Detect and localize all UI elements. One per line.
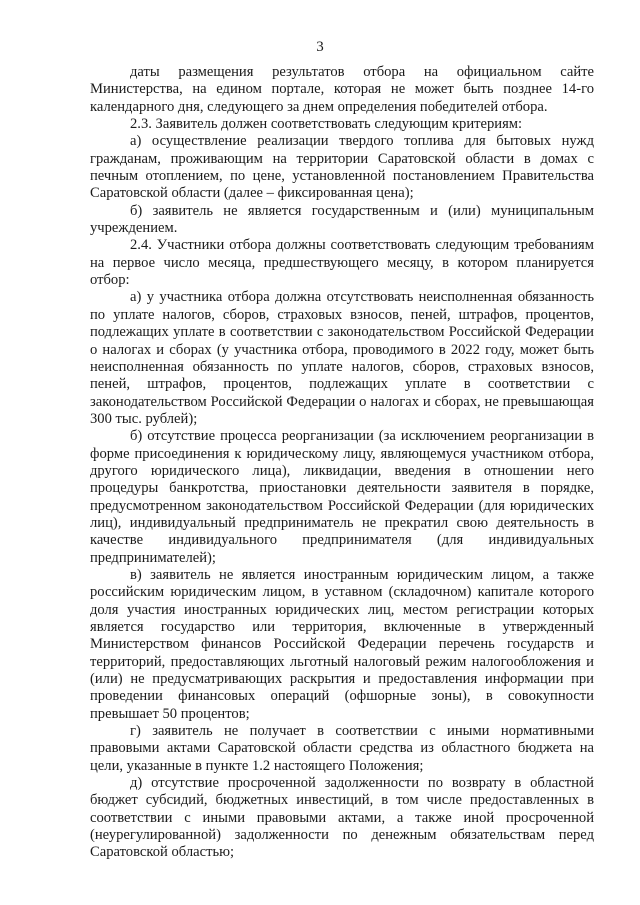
paragraph-2-4-d: д) отсутствие просроченной задолженности по возврату в областной бюджет субсидий, бюджетных инвестиций, в том числе предоставленных в соответствии с иными правовыми актами, а также иной просроченной (неурегулированной) задолженности по денежным обязательствам перед Саратовской областью; (90, 775, 594, 861)
paragraph-2-4-b: б) отсутствие процесса реорганизации (за исключением реорганизации в форме присоединения к юридическому лицу, являющемуся участником отбора, другого юридического лица), ликвидации, введения в отношении него процедуры банкротства, приостановки деятельности заявителя в порядке, предусмотренном законодательством Российской Федерации (для юридических лиц), индивидуальный предприниматель не прекратил свою деятельность в качестве индивидуального предпринимателя (для индивидуальных предпринимателей); (90, 428, 594, 566)
paragraph-2-4: 2.4. Участники отбора должны соответствовать следующим требованиям на первое число месяца, предшествующего месяцу, в котором планируется отбор: (90, 237, 594, 289)
paragraph-2-3-a: а) осуществление реализации твердого топлива для бытовых нужд гражданам, проживающим на территории Саратовской области в домах с печным отоплением, по цене, установленной постановлением Правительства Саратовской области (далее – фиксированная цена); (90, 133, 594, 202)
paragraph-continuation: даты размещения результатов отбора на официальном сайте Министерства, на едином портале, которая не может быть позднее 14-го календарного дня, следующего за днем определения победителей отбора. (90, 64, 594, 115)
paragraph-2-3: 2.3. Заявитель должен соответствовать следующим критериям: (130, 116, 523, 133)
paragraph-2-4-a: а) у участника отбора должна отсутствовать неисполненная обязанность по уплате налогов, сборов, страховых взносов, пеней, штрафов, процентов, подлежащих уплате в соответствии с законодательством Российской Федерации о налогах и сборах (у участника отбора, проводимого в 2022 году, может быть неисполненная обязанность по уплате налогов, сборов, страховых взносов, пеней, штрафов, процентов, подлежащих уплате в соответствии с законодательством Российской Федерации о налогах и сборах, не превышающая 300 тыс. рублей); (90, 289, 594, 427)
paragraph-2-4-v: в) заявитель не является иностранным юридическим лицом, а также российским юридическим лицом, в уставном (складочном) капитале которого доля участия иностранных юридических лиц, местом регистрации которых является государство или территория, включенные в утвержденный Министерством финансов Российской Федерации перечень государств и территорий, предоставляющих льготный налоговый режим налогообложения и (или) не предусматривающих раскрытия и предоставления информации при проведении финансовых операций (офшорные зоны), в совокупности превышает 50 процентов; (90, 566, 594, 722)
page-number: 3 (316, 39, 324, 55)
document-body (90, 64, 594, 862)
paragraph-2-3-b: б) заявитель не является государственным и (или) муниципальным учреждением. (90, 202, 594, 237)
paragraph-2-4-g: г) заявитель не получает в соответствии с иными нормативными правовыми актами Саратовской области средства из областного бюджета на цели, указанные в пункте 1.2 настоящего Положения; (90, 723, 594, 774)
